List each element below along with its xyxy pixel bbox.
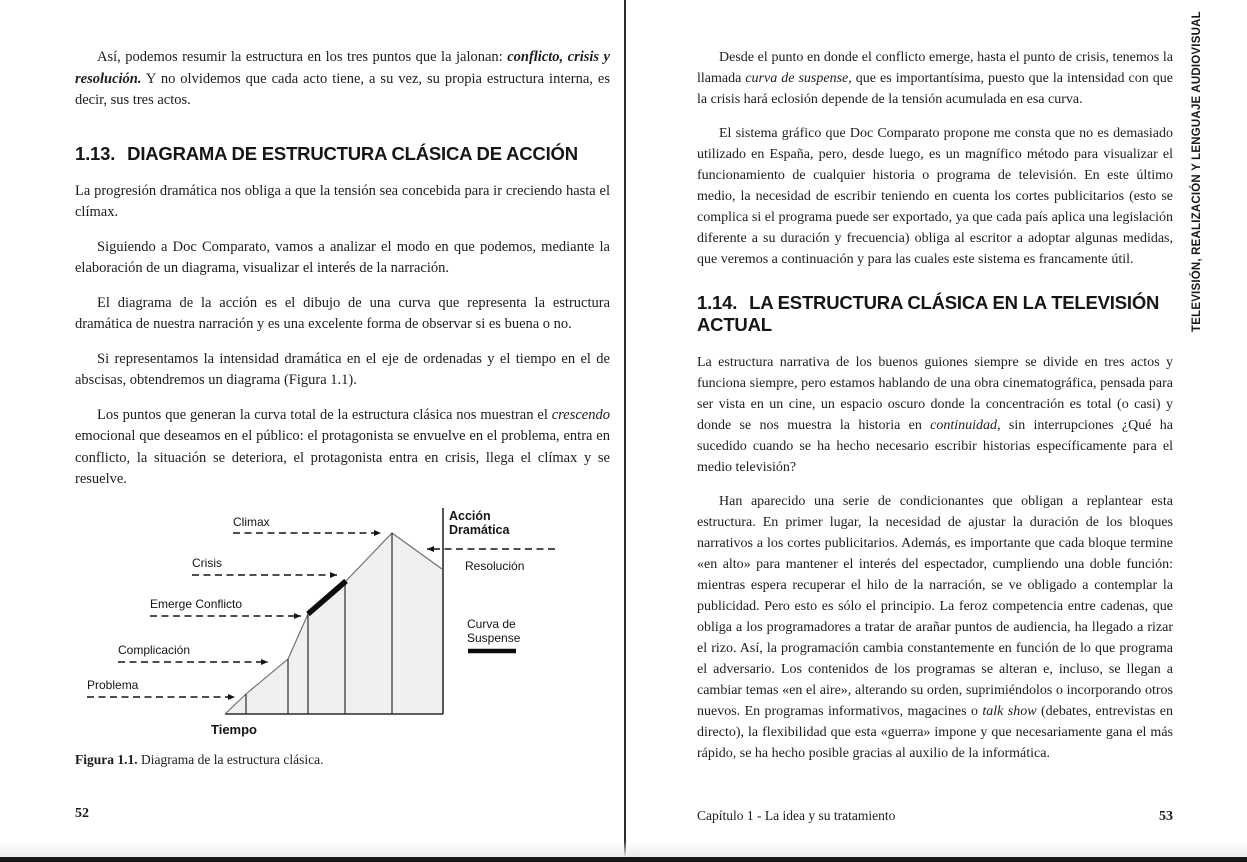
label-tiempo: Tiempo xyxy=(211,721,257,737)
section-heading-1-14 xyxy=(697,292,1173,336)
label-curva-suspense-line2: Suspense xyxy=(467,630,521,645)
page-number-right: 53 xyxy=(1159,809,1173,824)
curve-shaded-area xyxy=(225,533,442,714)
section-number: 1.14. xyxy=(697,292,738,313)
section-heading-1-13 xyxy=(75,143,610,165)
body-paragraph: Si representamos la intensidad dramática en el eje de ordenadas y el tiempo en el de abscisas, obtendremos un diagrama (Figura 1.1). xyxy=(75,350,610,388)
section-title: LA ESTRUCTURA CLÁSICA EN LA TELEVISIÓN ACTUAL xyxy=(697,292,1160,335)
footer-right xyxy=(697,808,1173,825)
body-paragraph: El sistema gráfico que Doc Comparato propone me consta que no es demasiado utilizado en España, pero, desde luego, es un magnífico método para visualizar el funcionamiento de cualquier historia o programa de televisión. En este último medio, la necesidad de escribir teniendo en cuenta los cortes publicitarios (esto se complica si el programa puede ser exportado, ya que cada país aplica una legislación diferente a su duración y frecuencia) obliga al escritor a adoptar algunas medidas, que veremos a continuación y para las cuales este sistema es francamente útil. xyxy=(697,126,1173,267)
label-resolucion: Resolución xyxy=(465,558,525,573)
label-curva-suspense-line1: Curva de xyxy=(467,616,516,631)
body-paragraph: Los puntos que generan la curva total de la estructura clásica nos muestran el crescendo emocional que deseamos en el público: el protagonista se envuelve en el problema, entra en conflicto, la situación se deteriora, el protagonista entra en crisis, llega el clímax y se resuelve. xyxy=(75,406,610,487)
book-edge-title: TELEVISIÓN, REALIZACIÓN Y LENGUAJE AUDIOVISUAL xyxy=(1191,11,1203,332)
label-complicacion: Complicación xyxy=(118,642,191,657)
label-emerge-conflicto: Emerge Conflicto xyxy=(150,596,243,611)
label-problema: Problema xyxy=(87,677,139,692)
body-paragraph: La progresión dramática nos obliga a que la tensión sea concebida para ir creciendo hasta el clímax. xyxy=(75,182,610,220)
page-52 xyxy=(75,0,610,769)
label-crisis: Crisis xyxy=(192,555,222,570)
label-climax: Climax xyxy=(233,514,270,529)
label-accion-dramatica-line2: Dramática xyxy=(449,522,510,537)
bottom-edge-bar xyxy=(0,857,1247,862)
body-paragraph: El diagrama de la acción es el dibujo de una curva que representa la estructura dramática de nuestra narración y es una excelente forma de observar si es buena o no. xyxy=(75,294,610,332)
body-paragraph: Así, podemos resumir la estructura en los tres puntos que la jalonan: conflicto, crisis y resolución. Y no olvidemos que cada acto tiene, a su vez, su propia estructura interna, es decir, sus tres actos. xyxy=(75,49,610,108)
label-accion-dramatica-line1: Acción xyxy=(449,508,491,523)
page-number-left: 52 xyxy=(75,806,89,821)
body-paragraph: Siguiendo a Doc Comparato, vamos a analizar el modo en que podemos, mediante la elaboración de un diagrama, visualizar el interés de la narración. xyxy=(75,238,610,276)
page-divider-line xyxy=(624,0,626,862)
section-title: DIAGRAMA DE ESTRUCTURA CLÁSICA DE ACCIÓN xyxy=(127,142,578,164)
body-paragraph: Han aparecido una serie de condicionantes que obligan a replantear esta estructura. En primer lugar, la necesidad de ajustar la duración de los bloques narrativos a los cortes publicitarios. Además, es importante que cada bloque termine «en alto» para mantener el interés del espectador, cumpliendo una doble función: mientras espera recuperar el hilo de la narración, se ve obligado a contemplar la publicidad. Pero esto es sólo el principio. La feroz competencia entre cadenas, que obliga a los programadores a tratar de arañar puntos de audiencia, ha llegado a rizar el rizo. Así, la programación cambia constantemente en función de lo que programa el adversario. Los contenidos de los programas se alteran e, incluso, se llegan a cambiar temas «en el aire», alterando su orden, suprimiéndolos o incorporando otros nuevos. En programas informativos, magacines o talk show (debates, entrevistas en directo), la flexibilidad que esta «guerra» impone y que necesariamente gana el más rápido, se ha hecho posible gracias al auxilio de la informática. xyxy=(697,494,1174,761)
body-paragraph: La estructura narrativa de los buenos guiones siempre se divide en tres actos y funciona siempre, pero estamos hablando de una obra cinematográfica, pensada para ser vista en un cine, un espacio oscuro donde la concentración es total (o casi) y donde se nos muestra la historia en continuidad, sin interrupciones ¿Qué ha sucedido cuando se ha hecho necesario escribir historias específicamente para el medio televisión? xyxy=(697,355,1173,475)
bottom-edge-shadow xyxy=(0,841,1247,857)
chapter-footer-label: Capítulo 1 - La idea y su tratamiento xyxy=(697,808,896,823)
figure-1-1-diagram xyxy=(75,504,610,739)
body-paragraph: Desde el punto en donde el conflicto emerge, hasta el punto de crisis, tenemos la llamada curva de suspense, que es importantísima, puesto que la intensidad con que la crisis hará eclosión depende de la tensión acumulada en esa curva. xyxy=(697,50,1173,107)
section-number: 1.13. xyxy=(75,142,116,164)
figure-caption: Figura 1.1. Diagrama de la estructura clásica. xyxy=(75,751,324,767)
dramatic-structure-diagram xyxy=(75,504,610,739)
page-53 xyxy=(697,0,1173,777)
